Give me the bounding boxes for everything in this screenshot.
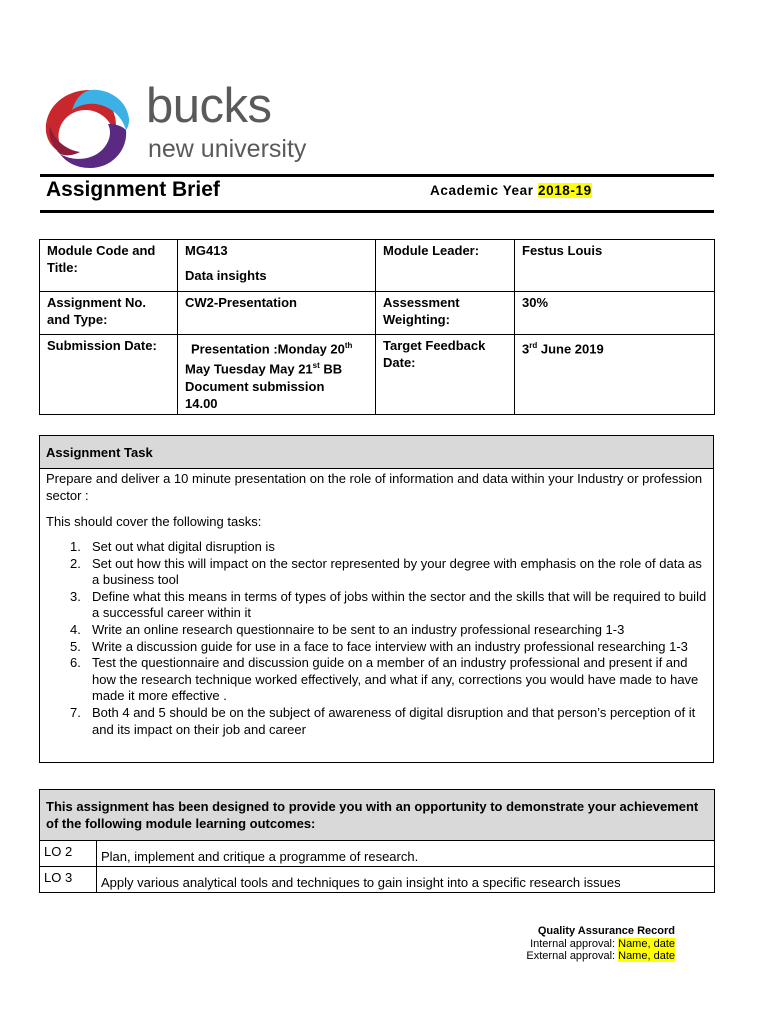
external-approval: External approval: Name, date [526, 950, 675, 962]
table-row [40, 292, 715, 335]
assignment-task-section [39, 435, 714, 763]
table-row [40, 867, 715, 893]
module-title: Data insights [185, 268, 267, 283]
list-item: 2. Set out how this will impact on the sector represented by your degree with emphasis on the role of data as a business tool [70, 555, 702, 588]
swirl-logo-icon [40, 84, 140, 172]
module-leader-label: Module Leader: [376, 240, 515, 292]
logo-subtitle: new university [148, 135, 307, 163]
module-info-table [39, 239, 715, 415]
learning-outcomes-table [39, 789, 715, 893]
header-bottom-rule [40, 210, 714, 213]
learning-outcomes-heading: This assignment has been designed to provide you with an opportunity to demonstrate your achievement of the following module learning outcomes: [40, 790, 715, 841]
list-item: 3. Define what this means in terms of types of jobs within the sector and the skills that will be required to build a successful career within it [70, 588, 707, 621]
assignment-task-header [40, 436, 713, 469]
task-cover-text: This should cover the following tasks: [46, 514, 262, 529]
task-intro: Prepare and deliver a 10 minute presentation on the role of information and data within your Industry or profession sector : [46, 471, 703, 503]
quality-assurance-record [526, 925, 675, 963]
assignment-value: CW2-Presentation [178, 292, 376, 335]
list-item: 6. Test the questionnaire and discussion guide on a member of an industry professional and present if and how the research technique worked effectively, and what if any, corrections you would have made to have made it more effective . [70, 655, 699, 704]
lo-code: LO 3 [40, 867, 97, 893]
table-row [40, 240, 715, 292]
submission-value: Presentation :Monday 20th May Tuesday May 21st BB Document submission 14.00 [178, 335, 376, 415]
weighting-label: Assessment Weighting: [376, 292, 515, 335]
academic-year-label: Academic Year [430, 183, 534, 198]
qa-title: Quality Assurance Record [537, 925, 675, 937]
weighting-value: 30% [515, 292, 715, 335]
logo-wordmark: bucks [146, 79, 272, 133]
document-title: Assignment Brief [46, 178, 220, 201]
list-item: 7. Both 4 and 5 should be on the subject of awareness of digital disruption and that person’s perception of it and its impact on their job and career [70, 704, 696, 737]
list-item: 5. Write a discussion guide for use in a face to face interview with an industry professional researching 1-3 [70, 638, 688, 654]
assignment-label: Assignment No. and Type: [40, 292, 178, 335]
table-row [40, 335, 715, 415]
list-item: 4. Write an online research questionnaire to be sent to an industry professional researching 1-3 [70, 621, 625, 637]
feedback-label: Target Feedback Date: [376, 335, 515, 415]
submission-label: Submission Date: [40, 335, 178, 415]
table-row [40, 790, 715, 841]
academic-year-value: 2018-19 [537, 183, 592, 198]
module-code: MG413 [185, 243, 228, 258]
module-code-label: Module Code and Title: [40, 240, 178, 292]
academic-year [430, 183, 592, 198]
module-leader: Festus Louis [515, 240, 715, 292]
assignment-task-heading: Assignment Task [46, 445, 153, 460]
internal-approval: Internal approval: Name, date [530, 937, 675, 950]
task-list [40, 539, 712, 738]
list-item: 1. Set out what digital disruption is [70, 539, 275, 554]
lo-text: Plan, implement and critique a programme of research. [97, 841, 715, 867]
lo-text: Apply various analytical tools and techniques to gain insight into a specific research issues [97, 867, 715, 893]
lo-code: LO 2 [40, 841, 97, 867]
header-top-rule [40, 174, 714, 177]
module-code-cell [178, 240, 376, 292]
feedback-date: 3rd June 2019 [515, 335, 715, 415]
table-row [40, 841, 715, 867]
